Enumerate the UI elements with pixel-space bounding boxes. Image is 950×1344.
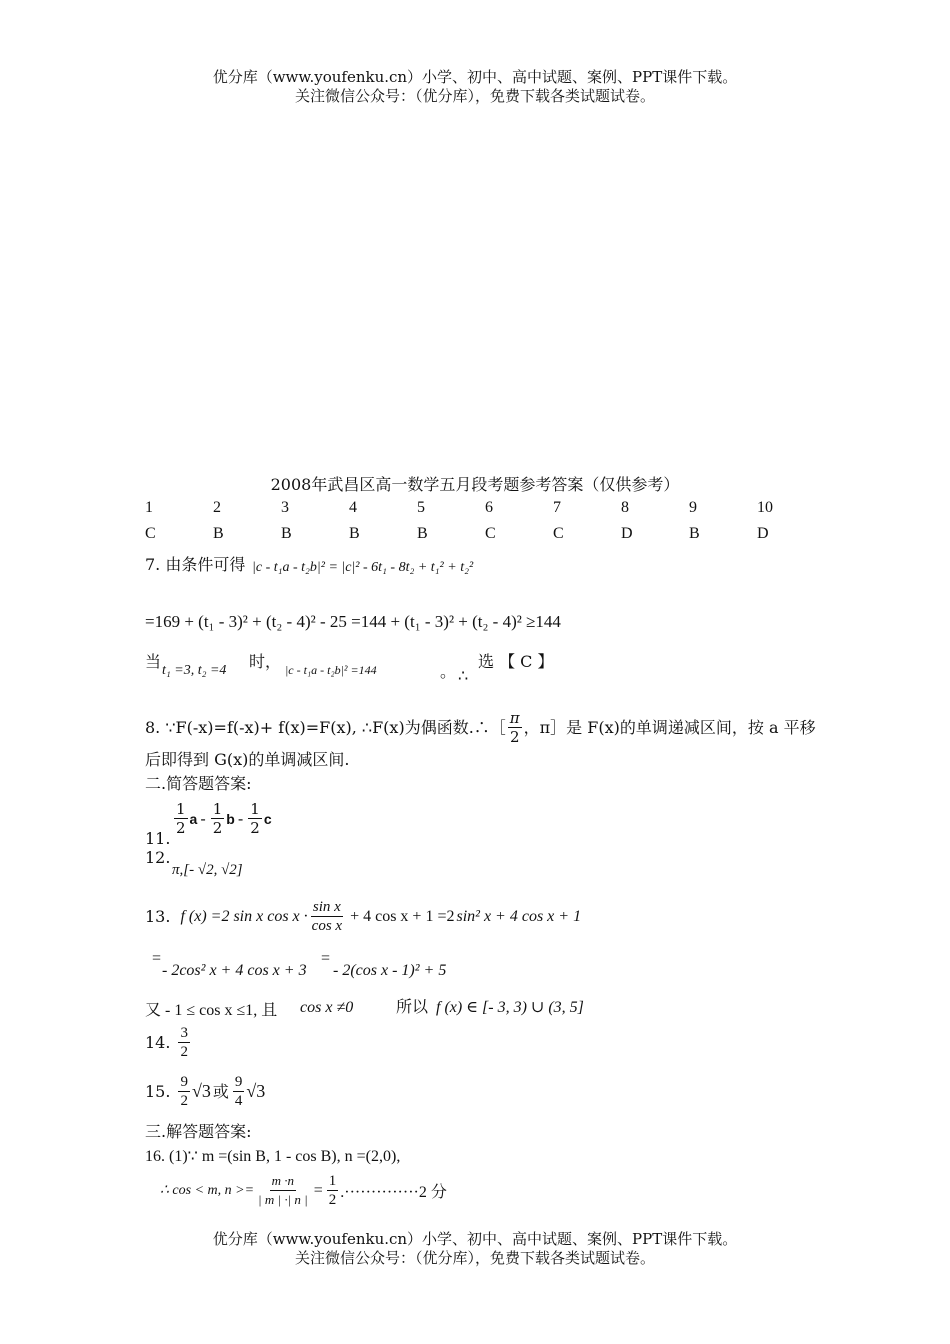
- frac-num: m ·n: [270, 1172, 296, 1191]
- answer-table: [145, 499, 825, 551]
- frac-den: 2: [180, 1044, 188, 1060]
- q16-score: .··············2 分: [340, 1184, 447, 1201]
- frac-den: 2: [176, 819, 186, 837]
- frac-den: 2: [328, 1192, 337, 1208]
- q7-expression-2: =169 + (t₁ - 3)² + (t₂ - 4)² - 25 =144 + (t₁ - 3)² + (t₂ - 4)² ≥144: [145, 612, 561, 631]
- answer-number: 9: [689, 499, 697, 516]
- answer-number: 4: [349, 499, 357, 516]
- q13-line-3-range: f (x) ∈ [- 3, 3) ∪ (3, 5]: [436, 999, 584, 1016]
- q11-expression: [172, 800, 272, 837]
- frac-den: 2: [250, 819, 260, 837]
- header-line-2: 关注微信公众号：（优分库），免费下载各类试题试卷。: [294, 87, 655, 105]
- vector-a: a: [189, 810, 198, 827]
- answer-choice: D: [621, 525, 633, 542]
- vector-b: b: [226, 810, 235, 827]
- q13-number: 13.: [145, 906, 171, 926]
- q13-rhs-1: + 4 cos x + 1 =2: [350, 907, 455, 925]
- q16-equals: =: [313, 1181, 323, 1199]
- q12-number: 12.: [145, 848, 171, 867]
- frac-num: 1: [250, 800, 260, 818]
- q8-text-a: 8. ∵F(-x)=f(-x)+ f(x)=F(x), ∴F(x)为偶函数.∴［: [145, 717, 506, 737]
- answer-number: 7: [553, 499, 561, 516]
- frac-den: cos x: [311, 918, 343, 934]
- footer-line-2: 关注微信公众号：（优分库），免费下载各类试题试卷。: [294, 1249, 655, 1267]
- answer-number: 1: [145, 499, 153, 516]
- q8-pi-half-fraction: [508, 709, 522, 746]
- frac-den: 4: [234, 1093, 243, 1109]
- q15-sqrt-1: √3: [191, 1081, 211, 1101]
- q12-expression: π,[- √2, √2]: [172, 862, 243, 878]
- q16-cos-label: ∴ cos < m, n >=: [160, 1183, 255, 1198]
- q16-line-1: 16. (1)∵ m =(sin B, 1 - cos B), n =(2,0),: [145, 1148, 401, 1165]
- minus: -: [200, 808, 206, 828]
- answer-numbers-row: [145, 499, 825, 525]
- vector-c: c: [263, 810, 272, 827]
- frac-num: 9: [180, 1074, 188, 1090]
- q15-or: 或: [212, 1081, 229, 1101]
- q14-answer: [145, 1024, 192, 1061]
- answer-choice: C: [485, 525, 496, 542]
- answer-number: 8: [621, 499, 629, 516]
- q8-line-1: [145, 709, 816, 746]
- q13-line-2-result: - 2(cos x - 1)² + 5: [333, 962, 447, 979]
- answer-choice: B: [281, 525, 292, 542]
- q7-choice: 选 【 C 】: [478, 652, 554, 671]
- frac-num: 1: [212, 800, 223, 818]
- q13-line-3-suoyi: 所以: [396, 997, 429, 1016]
- frac-den: 2: [180, 1093, 188, 1109]
- q11-number: 11.: [145, 829, 171, 848]
- q13-equals-1: =: [152, 950, 162, 967]
- q7-intro: 7. 由条件可得: [145, 555, 246, 574]
- answer-number: 10: [757, 499, 773, 516]
- q14-fraction: [178, 1024, 190, 1061]
- answer-number: 2: [213, 499, 221, 516]
- footer-line-1: 优分库（www.youfenku.cn）小学、初中、高中试题、案例、PPT课件下载。: [212, 1230, 738, 1248]
- q7-shi: 时，: [249, 652, 282, 671]
- q11-half-b: [211, 800, 225, 837]
- q13-equals-2: =: [321, 950, 331, 967]
- answer-number: 3: [281, 499, 289, 516]
- q7-degree: 。: [440, 662, 457, 681]
- frac-den: | m | ·| n |: [258, 1192, 308, 1207]
- section-2-heading: 二.简答题答案:: [145, 774, 252, 793]
- answer-choice: C: [145, 525, 156, 542]
- q14-number: 14.: [145, 1032, 171, 1052]
- answer-number: 6: [485, 499, 493, 516]
- q15-fraction-2: [233, 1073, 245, 1110]
- q13-line-3-cond: 又 - 1 ≤ cos x ≤1, 且: [145, 1002, 278, 1019]
- q7-condition: t₁ =3, t₂ =4: [162, 663, 227, 678]
- answer-choice: B: [213, 525, 224, 542]
- minus: -: [237, 808, 244, 828]
- q16-fraction-1: [256, 1172, 310, 1209]
- answer-choice: B: [689, 525, 700, 542]
- q11-half-c: [248, 800, 262, 837]
- q13-fraction: [310, 898, 344, 935]
- q11-half-a: [174, 800, 188, 837]
- q13-lhs: f (x) =2 sin x cos x ·: [180, 907, 308, 925]
- q13-rhs-2: sin² x + 4 cos x + 1: [456, 907, 582, 925]
- frac-num: 1: [328, 1173, 337, 1189]
- answer-choice: C: [553, 525, 564, 542]
- answer-choice: B: [417, 525, 428, 542]
- q15-number: 15.: [145, 1081, 171, 1101]
- q16-line-2: [160, 1172, 447, 1209]
- q15-fraction-1: [178, 1073, 190, 1110]
- q13-line-3-cos: cos x ≠0: [300, 999, 354, 1016]
- q8-frac-den: 2: [509, 728, 520, 746]
- q8-text-b: ，π］是 F(x)的单调递减区间，按 a 平移: [523, 717, 816, 737]
- q8-frac-num: π: [509, 709, 520, 727]
- answer-choice: D: [757, 525, 769, 542]
- document-title: 2008年武昌区高一数学五月段考题参考答案（仅供参考）: [270, 475, 680, 494]
- q13-line-1: [145, 898, 581, 935]
- q7-expression-3: |c - t₁a - t₂b|² =144: [285, 663, 377, 677]
- q7-therefore: ∴: [458, 666, 469, 685]
- header-line-1: 优分库（www.youfenku.cn）小学、初中、高中试题、案例、PPT课件下载。: [212, 68, 738, 86]
- frac-num: 9: [234, 1074, 243, 1090]
- frac-num: sin x: [312, 899, 341, 915]
- frac-num: 1: [176, 800, 186, 818]
- answer-choice: B: [349, 525, 360, 542]
- answer-choices-row: [145, 525, 825, 551]
- section-3-heading: 三.解答题答案:: [145, 1122, 252, 1141]
- frac-den: 2: [212, 819, 223, 837]
- q15-answer: [145, 1073, 265, 1110]
- q7-expression-1: |c - t₁a - t₂b|² = |c|² - 6t₁ - 8t₂ + t₁² + t₂²: [252, 560, 474, 575]
- q7-when: 当: [145, 652, 162, 671]
- q13-line-2-expr: - 2cos² x + 4 cos x + 3: [162, 962, 307, 979]
- answer-number: 5: [417, 499, 425, 516]
- q15-sqrt-2: √3: [246, 1081, 266, 1101]
- q8-line-2: 后即得到 G(x)的单调减区间.: [145, 750, 350, 769]
- q16-fraction-2: [327, 1172, 339, 1209]
- frac-num: 3: [180, 1025, 188, 1041]
